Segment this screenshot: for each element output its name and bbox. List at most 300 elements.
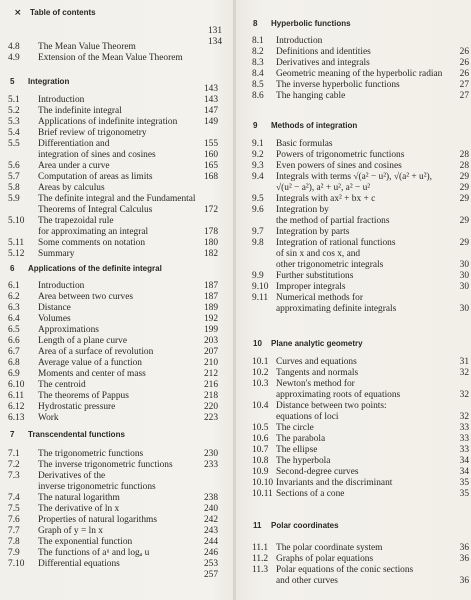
entry-number: 11.2: [252, 554, 269, 564]
entry-page: 187: [203, 281, 218, 291]
entry-title: Powers of trigonometric functions: [276, 150, 405, 160]
toc-entry[interactable]: [238, 150, 471, 161]
toc-entry[interactable]: [0, 402, 232, 413]
toc-entry[interactable]: [0, 194, 232, 205]
entry-title: Geometric meaning of the hyperbolic radian: [276, 69, 443, 79]
entry-number: 6.6: [8, 336, 20, 346]
entry-number: 8.5: [252, 80, 264, 90]
toc-entry[interactable]: [0, 358, 232, 369]
toc-entry[interactable]: [238, 445, 471, 456]
entry-number: 7.10: [8, 559, 25, 569]
entry-title: The hyperbola: [276, 456, 331, 466]
entry-number: 6.8: [8, 358, 20, 368]
entry-number: 9.5: [252, 194, 264, 204]
toc-entry[interactable]: [0, 449, 232, 460]
entry-number: 10.1: [252, 357, 269, 367]
toc-entry[interactable]: [0, 336, 232, 347]
toc-entry[interactable]: [238, 58, 471, 69]
toc-entry[interactable]: [0, 570, 232, 581]
entry-page: 27: [459, 80, 469, 90]
entry-title: Some comments on notation: [38, 238, 146, 248]
entry-title: Invariants and the discriminant: [276, 478, 393, 488]
entry-page: 244: [203, 537, 218, 547]
entry-title: Graphs of polar equations: [276, 554, 374, 564]
entry-page: 155: [203, 139, 218, 149]
toc-entry[interactable]: [238, 139, 471, 150]
entry-title: The inverse hyperbolic functions: [276, 80, 400, 90]
entry-page: 29: [459, 172, 469, 182]
entry-page: 257: [203, 570, 218, 580]
toc-entry[interactable]: [238, 456, 471, 467]
chapter-title: Hyperbolic functions: [271, 19, 351, 28]
entry-title: Tangents and normals: [276, 368, 359, 378]
entry-page: 187: [203, 292, 218, 302]
entry-number: 8.4: [252, 69, 264, 79]
toc-entry[interactable]: [238, 554, 471, 565]
entry-title: The trigonometric functions: [38, 449, 144, 459]
entry-page: 160: [203, 150, 218, 160]
entry-number: 9.9: [252, 271, 264, 281]
toc-entry[interactable]: [0, 559, 232, 570]
entry-page: 29: [459, 216, 469, 226]
entry-title: Sections of a cone: [276, 489, 345, 499]
toc-entry[interactable]: [238, 216, 471, 227]
entry-page: 230: [203, 449, 218, 459]
toc-entry[interactable]: [0, 205, 232, 216]
entry-number: 6.4: [8, 314, 20, 324]
entry-page: 32: [459, 390, 469, 400]
entry-title: The theorems of Pappus: [38, 391, 129, 401]
entry-page: 246: [203, 548, 218, 558]
toc-entry[interactable]: [238, 227, 471, 238]
entry-title: Integrals with terms √(a² − u²), √(a² + u²),: [276, 172, 433, 182]
entry-title: The definite integral and the Fundamental: [38, 194, 196, 204]
entry-title: Polar equations of the conic sections: [276, 565, 414, 575]
entry-number: 6.11: [8, 391, 25, 401]
toc-entry[interactable]: [238, 401, 471, 412]
entry-title: Hydrostatic pressure: [38, 402, 116, 412]
entry-page: 172: [203, 205, 218, 215]
entry-page: 32: [459, 412, 469, 422]
entry-page: 28: [459, 150, 469, 160]
entry-title: Approximations: [38, 325, 99, 335]
toc-entry[interactable]: [0, 537, 232, 548]
entry-page: 168: [203, 172, 218, 182]
entry-title: Average value of a function: [38, 358, 142, 368]
entry-number: 6.9: [8, 369, 20, 379]
entry-number: 10.8: [252, 456, 269, 466]
entry-title: and other curves: [276, 576, 338, 586]
entry-page: 207: [203, 347, 218, 357]
entry-page: 240: [203, 504, 218, 514]
entry-number: 5.9: [8, 194, 20, 204]
entry-page: 35: [459, 478, 469, 488]
entry-number: 5.8: [8, 183, 20, 193]
entry-number: 7.1: [8, 449, 20, 459]
chapter-number: 9: [253, 121, 258, 130]
entry-number: 7.3: [8, 471, 20, 481]
entry-title: Area between two curves: [38, 292, 134, 302]
entry-page: 147: [203, 106, 218, 116]
entry-page: 34: [459, 456, 469, 466]
entry-page: 212: [203, 369, 218, 379]
entry-title: Introduction: [38, 281, 85, 291]
entry-title: The exponential function: [38, 537, 133, 547]
toc-entry[interactable]: [238, 91, 471, 102]
toc-entry[interactable]: [0, 526, 232, 537]
toc-entry[interactable]: [238, 36, 471, 47]
entry-title: Improper integrals: [276, 282, 346, 292]
entry-page: 29: [459, 194, 469, 204]
entry-number: 9.7: [252, 227, 264, 237]
toc-entry[interactable]: [238, 172, 471, 183]
entry-title: Work: [38, 413, 59, 423]
entry-title: Extension of the Mean Value Theorem: [38, 53, 183, 63]
entry-page: 189: [203, 303, 218, 313]
entry-title: Basic formulas: [276, 139, 333, 149]
entry-title: The derivative of ln x: [38, 504, 120, 514]
toc-entry[interactable]: [238, 304, 471, 315]
entry-page: 30: [459, 282, 469, 292]
entry-page: 203: [203, 336, 218, 346]
entry-title: Area of a surface of revolution: [38, 347, 154, 357]
entry-number: 11.3: [252, 565, 269, 575]
chapter-title: Applications of the definite integral: [28, 264, 162, 273]
entry-title: the method of partial fractions: [276, 216, 390, 226]
entry-number: 7.6: [8, 515, 20, 525]
entry-title: Numerical methods for: [276, 293, 363, 303]
entry-title: Moments and center of mass: [38, 369, 146, 379]
toc-entry[interactable]: [0, 460, 232, 471]
toc-entry[interactable]: [0, 227, 232, 238]
entry-number: 5.7: [8, 172, 20, 182]
toc-entry[interactable]: [238, 357, 471, 368]
entry-page: 192: [203, 314, 218, 324]
toc-entry[interactable]: [238, 412, 471, 423]
entry-title: Length of a plane curve: [38, 336, 128, 346]
entry-title: The functions of aᵘ and logₐ u: [38, 548, 150, 558]
toc-entry[interactable]: [0, 128, 232, 139]
entry-page: 242: [203, 515, 218, 525]
entry-number: 10.11: [252, 489, 273, 499]
entry-title: approximating definite integrals: [276, 304, 397, 314]
entry-number: 9.4: [252, 172, 264, 182]
entry-number: 6.5: [8, 325, 20, 335]
entry-title: The natural logarithm: [38, 493, 120, 503]
entry-number: 10.7: [252, 445, 269, 455]
entry-number: 5.11: [8, 238, 25, 248]
toc-entry[interactable]: [0, 117, 232, 128]
toc-entry[interactable]: [238, 69, 471, 80]
chapter-number: 11: [253, 521, 262, 530]
entry-page: 143: [203, 84, 218, 94]
entry-number: 8.3: [252, 58, 264, 68]
entry-title: Introduction: [38, 95, 85, 105]
entry-title: Applications of indefinite integration: [38, 117, 178, 127]
entry-number: 5.6: [8, 161, 20, 171]
entry-title: Integrals with ax² + bx + c: [276, 194, 376, 204]
toc-entry[interactable]: [0, 161, 232, 172]
entry-title: The hanging cable: [276, 91, 346, 101]
entry-title: Graph of y = ln x: [38, 526, 103, 536]
chapter-title: Methods of integration: [271, 121, 358, 130]
entry-title: Even powers of sines and cosines: [276, 161, 402, 171]
chapter-number: 5: [10, 77, 15, 86]
toc-entry[interactable]: [238, 423, 471, 434]
toc-entry[interactable]: [0, 139, 232, 150]
entry-page: 34: [459, 467, 469, 477]
toc-entry[interactable]: [238, 260, 471, 271]
entry-number: 7.7: [8, 526, 20, 536]
toc-entry[interactable]: [0, 314, 232, 325]
entry-title: The parabola: [276, 434, 326, 444]
entry-title: The indefinite integral: [38, 106, 122, 116]
entry-title: Integration by parts: [276, 227, 350, 237]
entry-page: 223: [203, 413, 218, 423]
toc-entry[interactable]: [0, 216, 232, 227]
entry-title: The polar coordinate system: [276, 543, 383, 553]
page-number: 131: [207, 26, 222, 36]
entry-page: 33: [459, 445, 469, 455]
entry-page: 32: [459, 368, 469, 378]
entry-page: 210: [203, 358, 218, 368]
entry-title: equations of loci: [276, 412, 339, 422]
entry-title: Computation of areas as limits: [38, 172, 153, 182]
toc-entry[interactable]: [238, 434, 471, 445]
toc-entry[interactable]: [0, 515, 232, 526]
toc-entry[interactable]: [238, 467, 471, 478]
chapter-title: Integration: [28, 77, 70, 86]
entry-page: 35: [459, 489, 469, 499]
entry-page: 165: [203, 161, 218, 171]
toc-entry[interactable]: [0, 238, 232, 249]
chapter-title: Plane analytic geometry: [271, 339, 363, 348]
entry-title: Distance: [38, 303, 71, 313]
entry-number: 8.6: [252, 91, 264, 101]
entry-title: The centroid: [38, 380, 86, 390]
toc-entry[interactable]: [0, 493, 232, 504]
toc-entry[interactable]: [238, 390, 471, 401]
entry-page: 238: [203, 493, 218, 503]
page-title: Table of contents: [30, 8, 96, 17]
toc-entry[interactable]: [238, 249, 471, 260]
entry-title: approximating roots of equations: [276, 390, 401, 400]
entry-number: 5.5: [8, 139, 20, 149]
toc-entry[interactable]: [0, 347, 232, 358]
entry-number: 5.1: [8, 95, 20, 105]
entry-title: Brief review of trigonometry: [38, 128, 147, 138]
entry-page: 199: [203, 325, 218, 335]
page-gutter: [233, 0, 236, 600]
toc-entry[interactable]: [0, 303, 232, 314]
toc-entry[interactable]: [238, 379, 471, 390]
close-icon[interactable]: ×: [14, 8, 22, 18]
entry-page: 30: [459, 304, 469, 314]
toc-entry[interactable]: [238, 565, 471, 576]
toc-entry[interactable]: [238, 271, 471, 282]
entry-page: 216: [203, 380, 218, 390]
toc-entry[interactable]: [238, 183, 471, 194]
toc-entry[interactable]: [238, 205, 471, 216]
entry-number: 10.5: [252, 423, 269, 433]
toc-entry[interactable]: [238, 489, 471, 500]
entry-number: 6.2: [8, 292, 20, 302]
entry-page: 180: [203, 238, 218, 248]
toc-entry[interactable]: [0, 369, 232, 380]
toc-entry[interactable]: [238, 293, 471, 304]
entry-page: 26: [459, 47, 469, 57]
entry-title: Integration of rational functions: [276, 238, 396, 248]
toc-entry[interactable]: [238, 368, 471, 379]
entry-number: 8.2: [252, 47, 264, 57]
entry-page: 26: [459, 69, 469, 79]
toc-entry[interactable]: [238, 80, 471, 91]
entry-title: other trigonometric integrals: [276, 260, 384, 270]
entry-number: 9.6: [252, 205, 264, 215]
entry-title: Properties of natural logarithms: [38, 515, 157, 525]
entry-page: 149: [203, 117, 218, 127]
entry-page: 178: [203, 227, 218, 237]
entry-page: 26: [459, 58, 469, 68]
entry-title: Definitions and identities: [276, 47, 371, 57]
entry-title: The circle: [276, 423, 314, 433]
entry-number: 9.3: [252, 161, 264, 171]
toc-entry[interactable]: [238, 161, 471, 172]
entry-number: 10.3: [252, 379, 269, 389]
entry-page: 36: [459, 554, 469, 564]
toc-entry[interactable]: [0, 391, 232, 402]
entry-page: 31: [459, 357, 469, 367]
page-number: 134: [207, 37, 222, 47]
entry-page: 36: [459, 576, 469, 586]
toc-entry[interactable]: [238, 282, 471, 293]
chapter-number: 8: [253, 19, 258, 28]
entry-title: Integration by: [276, 205, 329, 215]
entry-page: 243: [203, 526, 218, 536]
entry-number: 10.6: [252, 434, 269, 444]
entry-title: Differentiation and: [38, 139, 110, 149]
entry-number: 6.10: [8, 380, 25, 390]
chapter-number: 10: [253, 339, 262, 348]
toc-entry[interactable]: [0, 249, 232, 260]
entry-title: The Mean Value Theorem: [38, 42, 136, 52]
toc-entry[interactable]: [0, 150, 232, 161]
entry-page: 33: [459, 434, 469, 444]
entry-page: 253: [203, 559, 218, 569]
entry-page: 29: [459, 183, 469, 193]
chapter-title: Polar coordinates: [271, 521, 339, 530]
entry-title: Distance between two points:: [276, 401, 387, 411]
toc-entry[interactable]: [0, 172, 232, 183]
entry-title: integration of sines and cosines: [38, 150, 156, 160]
toc-entry[interactable]: [238, 194, 471, 205]
entry-number: 10.4: [252, 401, 269, 411]
entry-title: Further substitutions: [276, 271, 354, 281]
entry-number: 9.10: [252, 282, 269, 292]
toc-entry[interactable]: [0, 325, 232, 336]
toc-entry[interactable]: [238, 478, 471, 489]
toc-entry[interactable]: [0, 380, 232, 391]
entry-title: Introduction: [276, 36, 323, 46]
toc-entry[interactable]: [238, 576, 471, 587]
entry-title: inverse trigonometric functions: [38, 482, 156, 492]
entry-page: 30: [459, 271, 469, 281]
entry-page: 218: [203, 391, 218, 401]
entry-page: 36: [459, 543, 469, 553]
toc-entry[interactable]: [0, 504, 232, 515]
entry-page: 27: [459, 91, 469, 101]
toc-entry[interactable]: [0, 84, 232, 95]
toc-entry[interactable]: [0, 183, 232, 194]
entry-title: Summary: [38, 249, 75, 259]
entry-number: 6.3: [8, 303, 20, 313]
entry-number: 7.2: [8, 460, 20, 470]
entry-number: 11.1: [252, 543, 269, 553]
entry-page: 182: [203, 249, 218, 259]
chapter-number: 6: [10, 264, 15, 273]
toc-entry[interactable]: [0, 482, 232, 493]
entry-number: 5.2: [8, 106, 20, 116]
entry-page: 233: [203, 460, 218, 470]
entry-number: 7.9: [8, 548, 20, 558]
entry-title: for approximating an integral: [38, 227, 149, 237]
entry-number: 9.1: [252, 139, 264, 149]
entry-number: 7.4: [8, 493, 20, 503]
entry-number: 6.12: [8, 402, 25, 412]
chapter-title: Transcendental functions: [28, 430, 125, 439]
entry-number: 9.8: [252, 238, 264, 248]
toc-entry[interactable]: [238, 47, 471, 58]
toc-entry[interactable]: [238, 543, 471, 554]
entry-title: Theorems of Integral Calculus: [38, 205, 153, 215]
entry-number: 10.9: [252, 467, 269, 477]
entry-number: 10.2: [252, 368, 269, 378]
entry-number: 5.3: [8, 117, 20, 127]
entry-title: The trapezoidal rule: [38, 216, 114, 226]
entry-title: Differential equations: [38, 559, 120, 569]
entry-number: 5.12: [8, 249, 25, 259]
entry-title: √(u² − a²), a² + u², a² − u²: [276, 183, 371, 193]
entry-title: of sin x and cos x, and: [276, 249, 361, 259]
entry-title: Curves and equations: [276, 357, 357, 367]
toc-entry[interactable]: [0, 471, 232, 482]
entry-page: 28: [459, 161, 469, 171]
toc-entry[interactable]: [0, 548, 232, 559]
entry-title: Newton's method for: [276, 379, 355, 389]
toc-entry[interactable]: [0, 53, 232, 64]
chapter-number: 7: [10, 430, 15, 439]
toc-entry[interactable]: [0, 95, 232, 106]
entry-title: Second-degree curves: [276, 467, 359, 477]
toc-entry[interactable]: [0, 292, 232, 303]
toc-entry[interactable]: [0, 281, 232, 292]
entry-page: 30: [459, 260, 469, 270]
entry-number: 7.8: [8, 537, 20, 547]
entry-page: 29: [459, 238, 469, 248]
toc-entry[interactable]: [0, 106, 232, 117]
entry-number: 10.10: [252, 478, 274, 488]
toc-entry[interactable]: [0, 413, 232, 424]
entry-title: The ellipse: [276, 445, 318, 455]
entry-number: 7.5: [8, 504, 20, 514]
entry-number: 5.10: [8, 216, 25, 226]
toc-entry[interactable]: [238, 238, 471, 249]
entry-number: 6.1: [8, 281, 20, 291]
entry-number: 9.11: [252, 293, 269, 303]
toc-entry[interactable]: [0, 42, 232, 53]
entry-page: 143: [203, 95, 218, 105]
entry-number: 5.4: [8, 128, 20, 138]
